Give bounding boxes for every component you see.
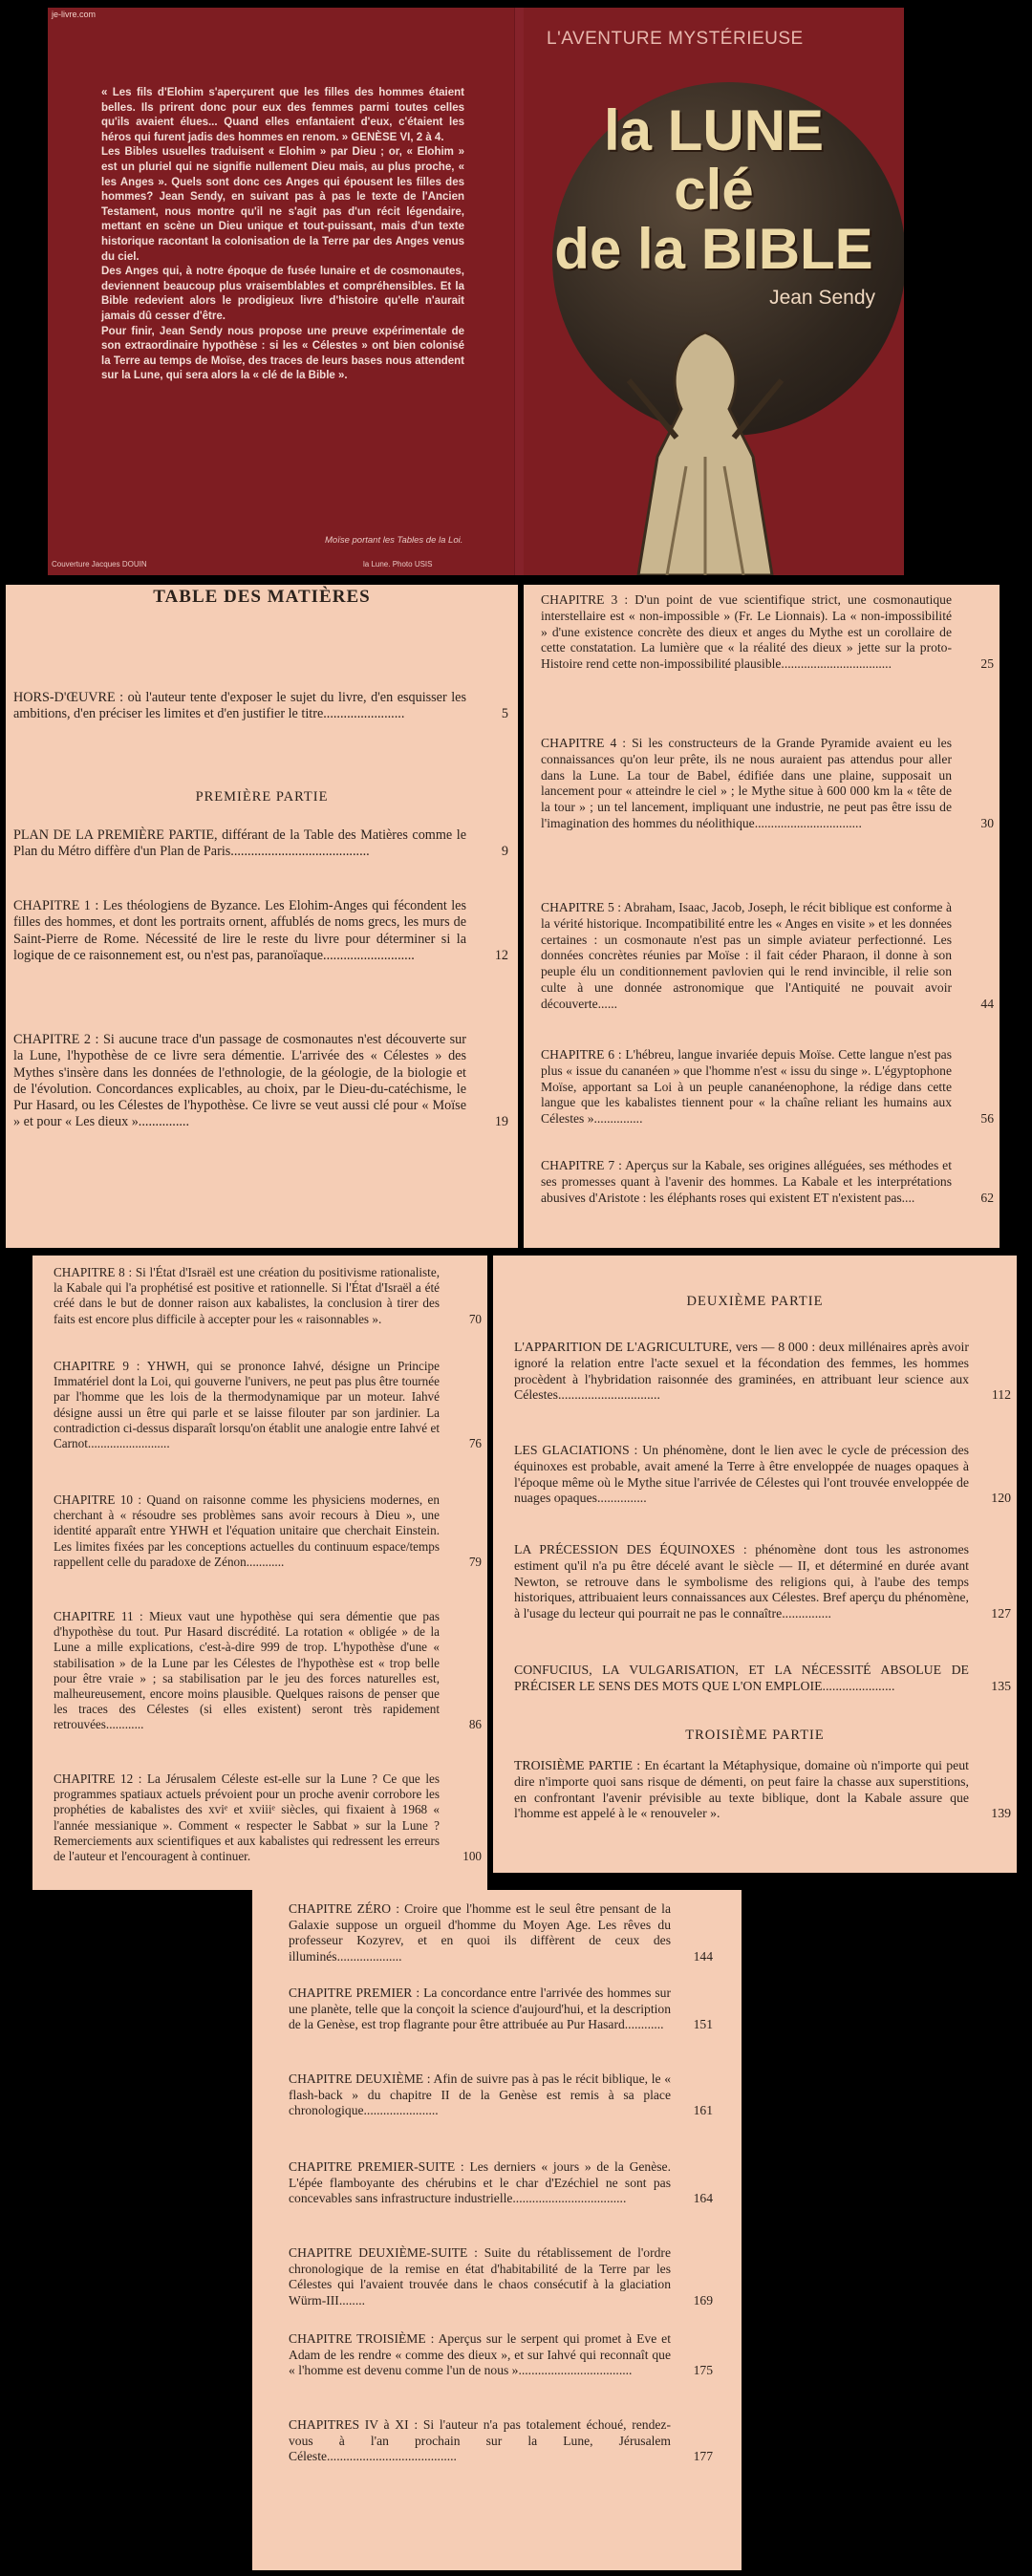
entry-heading: CHAPITRE TROISIÈME xyxy=(289,2331,426,2346)
entry-text: : La Jérusalem Céleste est-elle sur la Lune ? Ce que les programmes spatiaux actuels prévoient pour un proche avenir corrobore les prophéties de kabalistes des xviᵉ et xviiiᵉ siècles, qui fixaient à 1968 « l'année messianique ». Comment « respecter le Sabbat » sur la Lune ? Remerciements aux scientifiques et aux kabalistes qui redressent les erreurs de l'auteur et l'encouragent à continuer. xyxy=(54,1771,440,1864)
entry-text: : Les théologiens de Byzance. Les Elohim-Anges qui fécondent les filles des hommes, et dont les portraits ornent, affublés de noms grecs, les murs de Saint-Pierre de Rome. Nécessité de lire le reste du livre pour déterminer si la logique de ce raisonnement est, ou n'est pas, paranoïaque........................... xyxy=(13,898,466,963)
entry-heading: HORS-D'ŒUVRE xyxy=(13,690,116,705)
entry-heading: CHAPITRE ZÉRO xyxy=(289,1901,392,1916)
entry-heading: CHAPITRE 2 xyxy=(13,1032,91,1047)
entry-text: : YHWH, qui se prononce Iahvé, désigne un Principe Immatériel dont la Loi, qui gouverne l'univers, ne peut pas plus être tournée par l'homme que les lois de la thermodynamique par un moteur. Iahvé désigne aussi un être qui parle et se laisse filouter par son jardinier. La contradiction ci-dessus disparaît lorsqu'on établit une analogie entre Iahvé et Carnot.......................... xyxy=(54,1359,440,1451)
toc-entry[interactable] xyxy=(289,1986,713,2033)
title-line-1: la LUNE xyxy=(603,98,825,162)
entry-heading: CHAPITRE 11 xyxy=(54,1609,134,1623)
page-number: 70 xyxy=(468,1311,482,1326)
back-paragraph: Des Anges qui, à notre époque de fusée lunaire et de cosmonautes, deviennent beaucoup plus vraisemblables et compréhensibles. Et la Bible redevient alors le prodigieux livre d'histoire qu'elle n'aurait jamais dû cesser d'être. xyxy=(101,266,464,322)
author-name: Jean Sendy xyxy=(769,287,875,309)
entry-heading: CHAPITRE 6 xyxy=(541,1047,615,1062)
page-number: 169 xyxy=(693,2292,713,2308)
entry-text: : Si les constructeurs de la Grande Pyramide avaient eu les connaissances qu'on leur prête, ils ne nous auraient pas attendus pour aller dans la Lune. La tour de Babel, édifiée dans une plaine, supposait un lancement pour « atteindre le ciel » ; le Mythe situe à 600 000 km la « tête de la tour » ; un tel lancement, impliquant une industrie, ne peut pas être issu de l'imagination des hommes du néolithique................................. xyxy=(541,736,952,830)
toc-title: TABLE DES MATIÈRES xyxy=(153,587,371,607)
page-number: 25 xyxy=(980,656,994,672)
entry-heading: CHAPITRE 5 xyxy=(541,900,614,914)
toc-entry[interactable] xyxy=(289,2072,713,2119)
toc-entry[interactable] xyxy=(13,827,508,861)
cover-caption: Moïse portant les Tables de la Loi. xyxy=(325,535,463,546)
series-name: L'AVENTURE MYSTÉRIEUSE xyxy=(547,29,804,49)
entry-heading: CHAPITRE 8 xyxy=(54,1265,125,1279)
moses-figure-icon xyxy=(600,323,810,575)
page-number: 56 xyxy=(980,1111,994,1127)
page-number: 12 xyxy=(494,947,508,963)
entry-heading: CHAPITRES IV à XI xyxy=(289,2417,409,2432)
entry-heading: CHAPITRE 1 xyxy=(13,898,91,913)
entry-text: : D'un point de vue scientifique strict, une cosmonautique interstellaire est « non-impossible » (Fr. Le Lionnais). La « non-impossibilité » d'une existence concrète des dieux et anges du Mythe est un corollaire de cette constatation. La lumière que « la réalité des dieux » jette sur la proto-Histoire rend cette non-impossibilité plausible.................................. xyxy=(541,592,952,672)
toc-page-3 xyxy=(32,1256,487,1890)
entry-heading: TROISIÈME PARTIE xyxy=(514,1758,634,1772)
page-number: 44 xyxy=(980,996,994,1011)
entry-text: : Mieux vaut une hypothèse qui sera démentie que pas d'hypothèse du tout. Pur Hasard discrédité. La rotation « obligée » de la Lune a mille explications, c'est-à-dire 999 de trop. L'hypothèse d'une « stabilisation » de la Lune par les Célestes de l'hypothèse est « trop belle pour être vraie » ; sa stabilisation par le jeu des forces naturelles est, malheureusement, encore moins plausible. Quelques raisons de penser que les traces des Célestes (si elles existent) seront très rapidement retrouvées............ xyxy=(54,1609,440,1732)
page-number: 135 xyxy=(991,1678,1011,1693)
toc-entry[interactable] xyxy=(514,1758,1011,1822)
entry-heading: CHAPITRE DEUXIÈME-SUITE xyxy=(289,2245,468,2260)
back-paragraph: Pour finir, Jean Sendy nous propose une preuve expérimentale de son extraordinaire hypothèse : si les « Célestes » ont bien colonisé la Terre au temps de Moïse, des traces de leurs bases nous attendent sur la Lune, qui sera alors la « clé de la Bible ». xyxy=(101,325,464,382)
entry-text: : Croire que l'homme est le seul être pensant de la Galaxie suppose un orgueil d'homme du Moyen Age. Les rêves du professeur Kozyrev, et en quoi ils diffèrent de ceux des illuminés.................... xyxy=(289,1901,671,1964)
toc-entry[interactable] xyxy=(514,1340,1011,1404)
toc-entry[interactable] xyxy=(514,1663,1011,1695)
page-number: 127 xyxy=(991,1606,1011,1621)
page-number: 177 xyxy=(693,2449,713,2464)
part-heading: PREMIÈRE PARTIE xyxy=(195,789,329,805)
entry-text: : Si l'État d'Israël est une création du positivisme rationaliste, la Kabale qui l'a prophétisé est positive et rationnelle. Si l'État d'Israël a été créé dans le but de donner raison aux kabalistes, la conclusion à tirer des faits est encore plus difficile à accepter pour les « raisonnables ». xyxy=(54,1265,440,1326)
entry-text: : Afin de suivre pas à pas le récit biblique, le « flash-back » du chapitre II de la Genèse est remis à sa place chronologique....................... xyxy=(289,2072,671,2118)
toc-page-1 xyxy=(6,585,518,1248)
entry-text: : Quand on raisonne comme les physiciens modernes, en cherchant à « résoudre ses problèmes sans avoir recours à Dieu », une identité apparaît entre YHWH et l'équation unitaire que cherchait Einstein. Les limites fixées par les conceptions actuelles du continuum espace/temps rappellent celle du paradoxe de Zénon............ xyxy=(54,1492,440,1569)
part-heading: DEUXIÈME PARTIE xyxy=(686,1294,824,1309)
page-number: 175 xyxy=(693,2363,713,2378)
entry-heading: PLAN DE LA PREMIÈRE PARTIE, xyxy=(13,827,218,843)
toc-entry[interactable] xyxy=(514,1443,1011,1507)
toc-entry[interactable] xyxy=(54,1771,482,1864)
page-number: 19 xyxy=(494,1114,508,1130)
entry-heading: CHAPITRE PREMIER xyxy=(289,1986,413,2000)
credit-right: la Lune. Photo USIS xyxy=(363,560,433,569)
entry-text: : où l'auteur tente d'exposer le sujet du livre, d'en esquisser les ambitions, d'en préciser les limites et d'en justifier le titre........................ xyxy=(13,690,466,722)
back-cover-text xyxy=(101,86,464,384)
front-cover xyxy=(524,8,904,575)
page-number: 112 xyxy=(991,1387,1011,1403)
entry-heading: CHAPITRE 9 xyxy=(54,1359,129,1373)
entry-text: : En écartant la Métaphysique, domaine où n'importe qui peut dire n'importe quoi sans risque de démenti, on peut faire la chasse aux superstitions, en confrontant l'avenir prévisible au texte biblique, dont la Kabale assure que l'homme est appelé à le « renouveler ». xyxy=(514,1758,969,1821)
entry-text: : Aperçus sur la Kabale, ses origines alléguées, ses méthodes et ses promesses quant à l'avenir des hommes. La Kabale et les interprétations abusives d'Aristote : les éléphants roses qui existent ET n'existent pas.... xyxy=(541,1158,952,1205)
entry-text: : Si l'auteur n'a pas totalement échoué, rendez-vous à l'an prochain sur la Lune, Jérusalem Céleste........................................ xyxy=(289,2417,671,2464)
toc-entry[interactable] xyxy=(541,1158,994,1206)
watermark: je-livre.com xyxy=(52,10,97,19)
toc-entry[interactable] xyxy=(54,1609,482,1733)
entry-text: : Les derniers « jours » de la Genèse. L'épée flamboyante des chérubins et le char d'Ezéchiel ne sont pas concevables sans infrastructure industrielle................................... xyxy=(289,2159,671,2206)
page-number: 5 xyxy=(501,706,508,722)
entry-text: : Abraham, Isaac, Jacob, Joseph, le récit biblique est conforme à la vérité historique. Incompatibilité entre les « Anges en visite » et les données certaines : un cosmonaute n'est pas un simple aviateur perfectionné. Les données concrètes réunies par Moïse : il fait céder Pharaon, il donne à son peuple élu un conditionnement pavlovien qui le rend invincible, il relie son culte à une donnée astronomique que l'Antiquité ne pouvait avoir découverte...... xyxy=(541,900,952,1011)
toc-entry[interactable] xyxy=(289,2159,713,2207)
toc-entry[interactable] xyxy=(514,1542,1011,1622)
toc-entry[interactable] xyxy=(13,690,508,723)
entry-heading: LA PRÉCESSION DES ÉQUINOXES xyxy=(514,1542,736,1556)
entry-text: : La concordance entre l'arrivée des hommes sur une planète, telle que la conçoit la science d'aujourd'hui, et la description de la Genèse, est trop flagrante pour être attribuée au Pur Hasard............ xyxy=(289,1986,671,2032)
entry-heading: LES GLACIATIONS xyxy=(514,1443,630,1457)
toc-entry[interactable] xyxy=(13,1032,508,1131)
toc-entry[interactable] xyxy=(54,1359,482,1451)
entry-text: : L'hébreu, langue invariée depuis Moïse. Cette langue n'est pas plus « issue du cananéen » que l'homme n'est « issu du singe ». L'égyptophone Moïse, apportant sa Loi à un peuple cananéenophone, la rédige dans cette langue que les kabalistes tiennent pour « la chaîne reliant les humains aux Célestes »............... xyxy=(541,1047,952,1127)
toc-entry[interactable] xyxy=(54,1492,482,1570)
entry-heading: CHAPITRE PREMIER-SUITE xyxy=(289,2159,456,2174)
part-heading: TROISIÈME PARTIE xyxy=(685,1728,825,1743)
entry-text: : Un phénomène, dont le lien avec le cycle de précession des équinoxes est probable, avait amené la Terre à être enveloppée de nuages opaques à l'époque même où le Mythe situe l'arrivée de Célestes qui l'ont trouvée enveloppée de nuages opaques............... xyxy=(514,1443,970,1506)
page-number: 86 xyxy=(468,1717,482,1732)
entry-text: ...................... xyxy=(822,1678,895,1693)
entry-text: vers — 8 000 : deux millénaires après avoir ignoré la relation entre l'acte sexuel et la fécondation des femmes, les hommes procèdent à l'hybridation raisonnée des graminées, en attribuant leur science aux Célestes............................... xyxy=(514,1340,969,1403)
credit-left: Couverture Jacques DOUIN xyxy=(52,560,147,569)
toc-entry[interactable] xyxy=(289,1901,713,1964)
back-paragraph: Les Bibles usuelles traduisent « Elohim » par Dieu ; or, « Elohim » est un pluriel qui ne signifie nullement Dieu mais, au plus proche, « les Anges ». Quels sont donc ces Anges qui épousent les filles des hommes? Jean Sendy, en suivant pas à pas le texte de l'Ancien Testament, nous montre qu'il ne s'agit pas d'un récit légendaire, mettant en scène un Dieu unique et tout-puissant, mais d'un texte historique racontant la colonisation de la Terre par des Anges venus du ciel. xyxy=(101,146,464,263)
toc-entry[interactable] xyxy=(13,898,508,964)
entry-text: différant de la Table des Matières comme le Plan du Métro diffère d'un Plan de Paris......................................... xyxy=(13,827,466,860)
page-number: 164 xyxy=(693,2191,713,2206)
title-line-3: de la BIBLE xyxy=(554,217,873,281)
back-paragraph: « Les fils d'Elohim s'aperçurent que les filles des hommes étaient belles. Ils prirent donc pour eux des femmes parmi toutes celles qu'ils avaient élues... Quand elles enfantaient d'eux, c'étaient les héros qui furent jadis des hommes en renom. » GENÈSE VI, 2 à 4. xyxy=(101,87,464,143)
entry-text: : Aperçus sur le serpent qui promet à Eve et Adam de les rendre « comme des dieux », et sur Iahvé qui reconnaît que « l'homme est devenu comme l'un de nous »................................... xyxy=(289,2331,671,2378)
entry-heading: CHAPITRE 3 xyxy=(541,592,618,607)
toc-page-4 xyxy=(493,1256,1017,1873)
entry-text: : Si aucune trace d'un passage de cosmonautes n'est découverte sur la Lune, l'hypothèse de ce livre sera démentie. L'arrivée des « Célestes » des Mythes s'insère dans les données de l'ethnologie, de la géologie, de la biologie et de l'évolution. Concordances explicables, au choix, par le Dieu-du-catéchisme, le Pur Hasard, ou les Célestes de l'hypothèse. Ce livre se veut aussi clé pour « Moïse » et pour « Les dieux »............... xyxy=(13,1032,466,1130)
entry-heading: CONFUCIUS, LA VULGARISATION, ET LA NÉCESSITÉ ABSOLUE DE PRÉCISER LE SENS DES MOTS QUE L'ON EMPLOIE xyxy=(514,1663,969,1693)
toc-entry[interactable] xyxy=(541,592,994,673)
toc-page-2 xyxy=(524,585,1000,1248)
page-number: 161 xyxy=(693,2103,713,2118)
entry-heading: CHAPITRE DEUXIÈME xyxy=(289,2072,424,2086)
book-cover xyxy=(48,8,904,575)
page-number: 79 xyxy=(468,1554,482,1569)
entry-heading: L'APPARITION DE L'AGRICULTURE, xyxy=(514,1340,733,1354)
entry-text: : phénomène dont tous les astronomes estiment qu'il n'a pu être décelé avant le siècle — II, et déterminé en durée avant Newton, se retrouve dans le symbolisme des religions qui, à l'aube des temps historiques, attribuaient leurs connaissances aux Célestes. Bref aperçu du phénomène, à l'usage du lecteur qui pourrait ne pas le connaître............... xyxy=(514,1542,969,1621)
title-line-2: clé xyxy=(674,158,754,222)
toc-page-5 xyxy=(252,1890,742,2570)
toc-entry[interactable] xyxy=(289,2331,713,2379)
entry-text: : Suite du rétablissement de l'ordre chronologique de la remise en état d'habitabilité de la Terre par les Célestes qui l'avaient trouvée dans le chaos consécutif à la glaciation Würm-III........ xyxy=(289,2245,671,2308)
page-number: 9 xyxy=(501,844,508,860)
page-number: 151 xyxy=(693,2017,713,2032)
toc-entry[interactable] xyxy=(54,1265,482,1327)
page-number: 120 xyxy=(991,1491,1011,1506)
toc-entry[interactable] xyxy=(289,2245,713,2308)
toc-entry[interactable] xyxy=(541,736,994,832)
page-number: 30 xyxy=(980,815,994,830)
page-number: 144 xyxy=(693,1948,713,1964)
entry-heading: CHAPITRE 12 xyxy=(54,1771,134,1786)
toc-entry[interactable] xyxy=(289,2417,713,2465)
toc-entry[interactable] xyxy=(541,900,994,1013)
page-number: 62 xyxy=(980,1190,994,1205)
entry-heading: CHAPITRE 7 xyxy=(541,1158,615,1172)
page-number: 139 xyxy=(991,1806,1011,1821)
page-number: 76 xyxy=(468,1436,482,1451)
page-number: 100 xyxy=(462,1849,482,1864)
entry-heading: CHAPITRE 10 xyxy=(54,1492,134,1507)
entry-heading: CHAPITRE 4 xyxy=(541,736,617,750)
toc-entry[interactable] xyxy=(541,1047,994,1127)
